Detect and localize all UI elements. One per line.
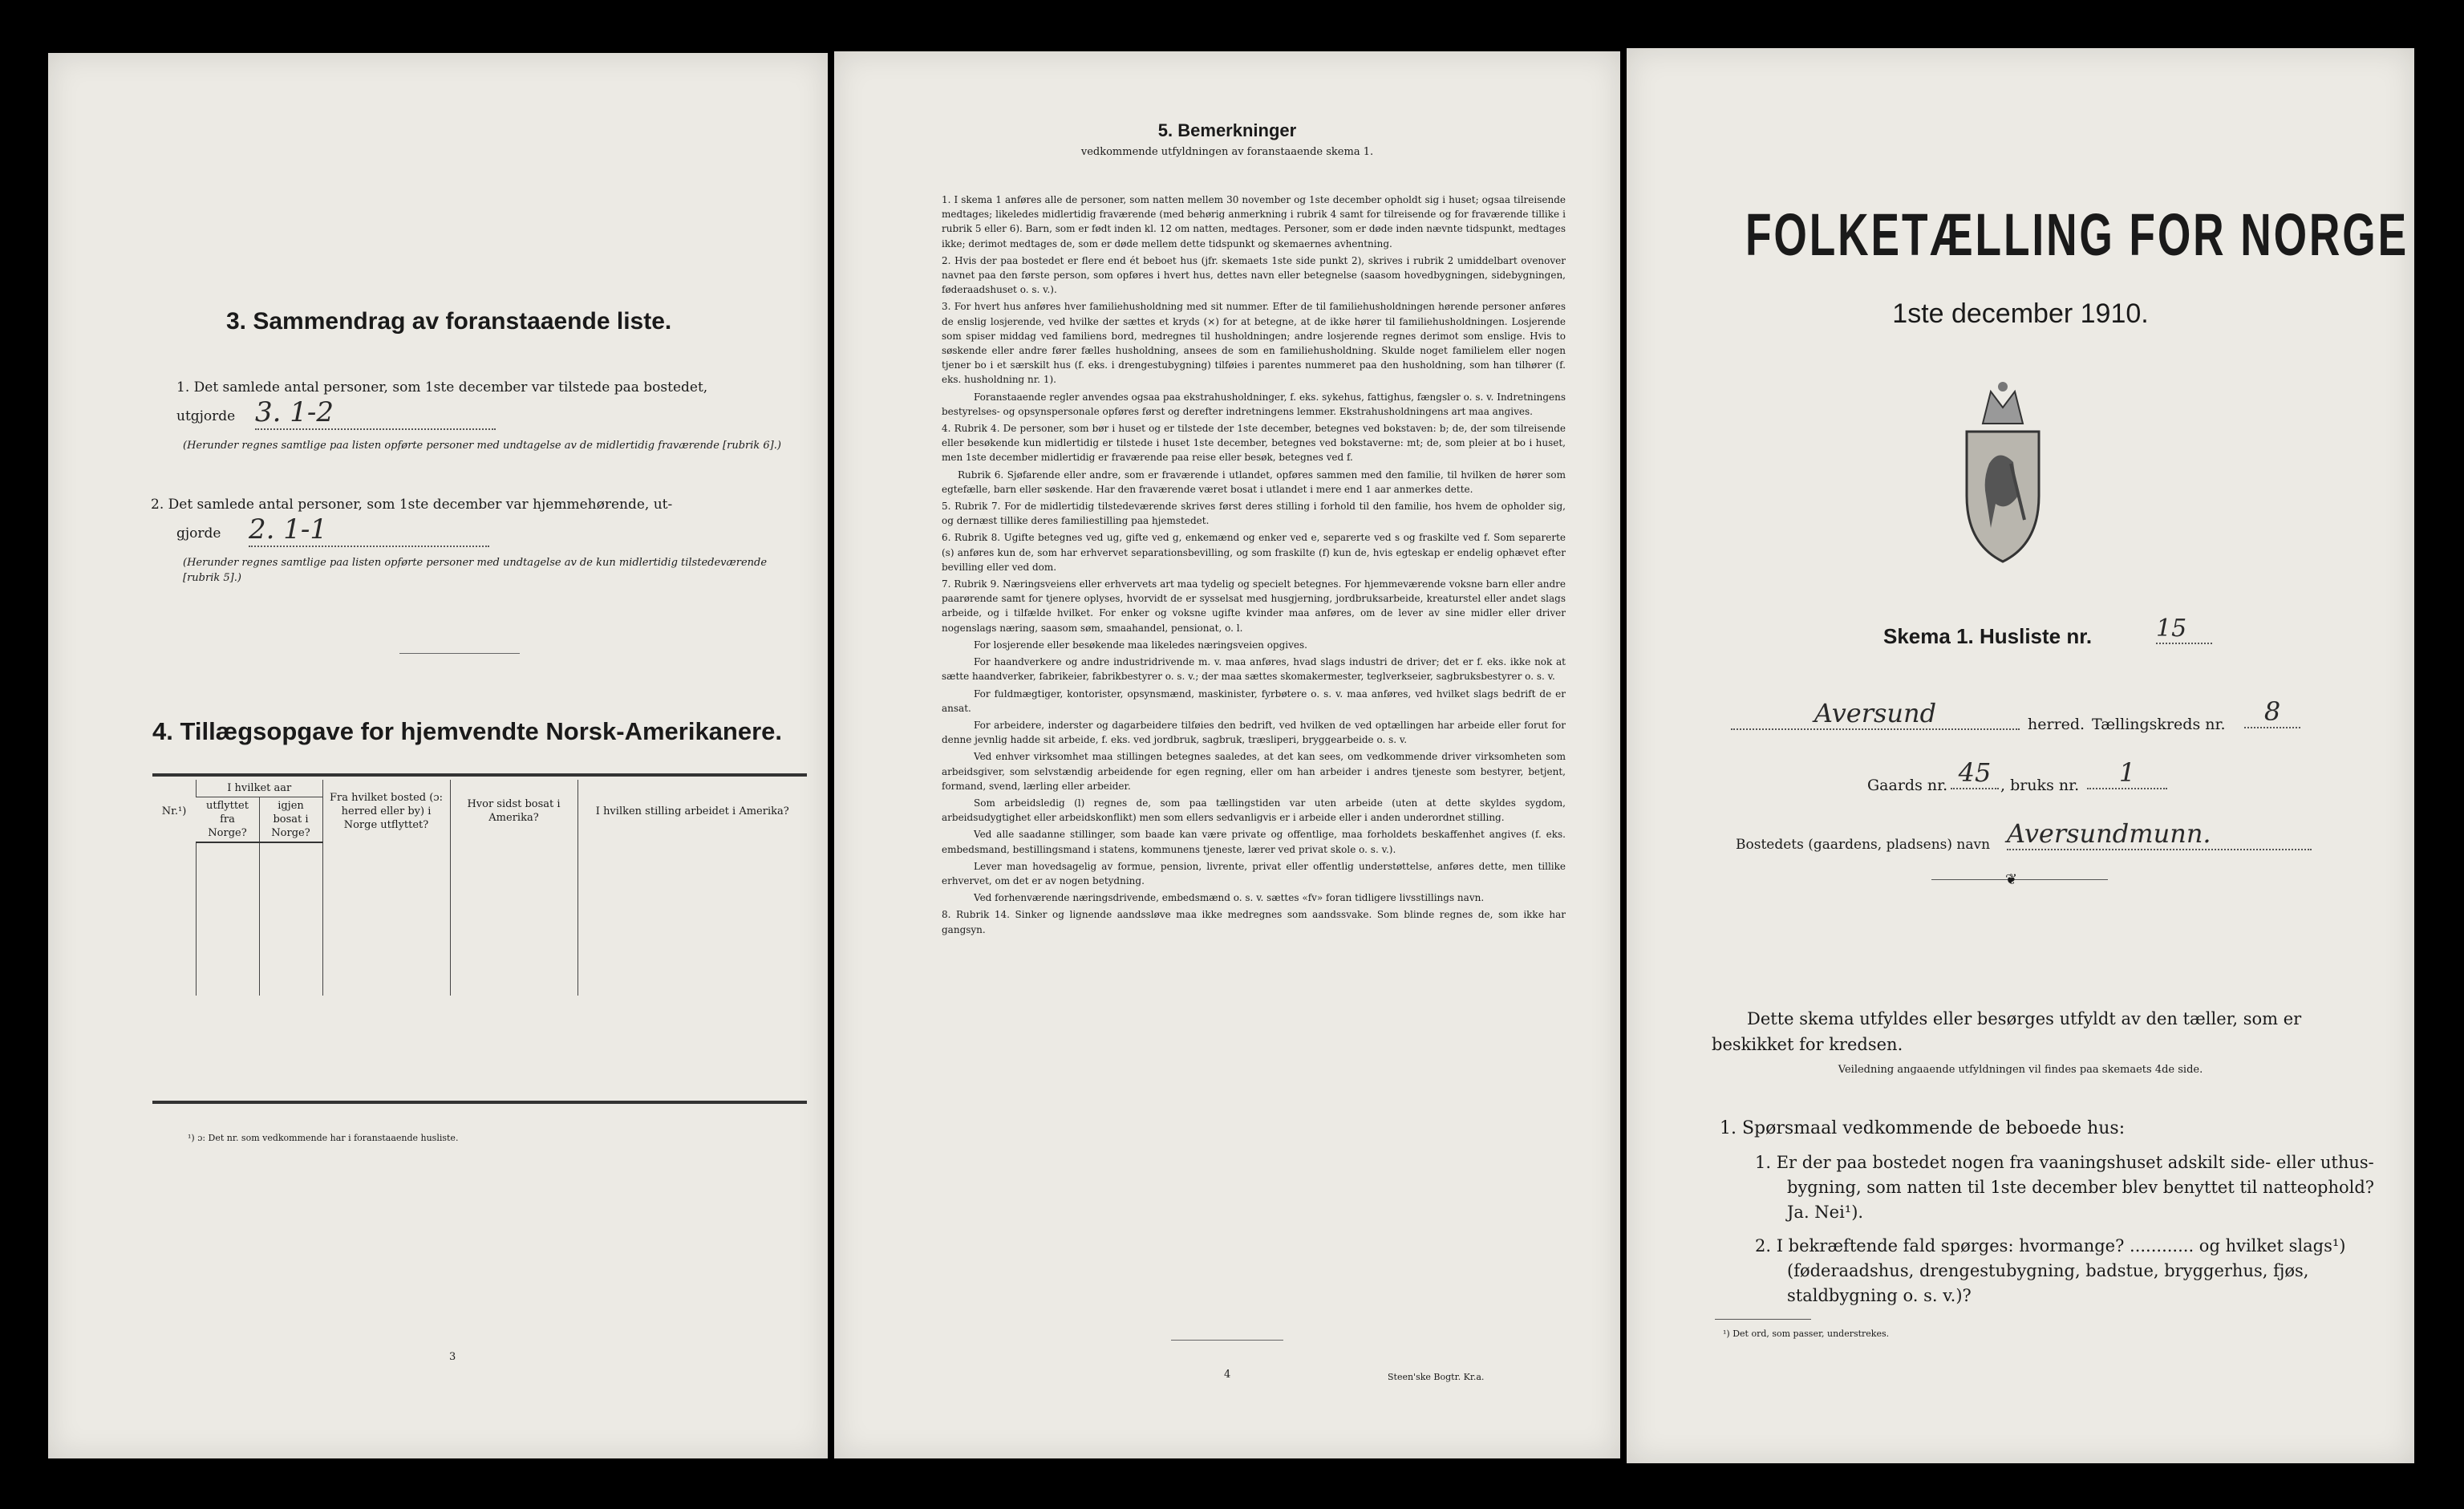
remarks-body <box>942 193 1566 939</box>
footnote: ¹) ɔ: Det nr. som vedkommende har i foranstaaende husliste. <box>188 1133 459 1143</box>
remark-paragraph: Som arbeidsledig (l) regnes de, som paa tællingstiden var uten arbeide (uten at dette skyldes sygdom, arbeidsudygtighet eller arbeidskonflikt) men som ellers sedvanligvis er i arbeide eller i anden underordnet stilling. <box>942 797 1566 824</box>
census-date: 1ste december 1910. <box>1892 298 2149 329</box>
husliste-number: 15 <box>2156 615 2212 644</box>
remark-paragraph: 2. Hvis der paa bostedet er flere end ét beboet hus (jfr. skemaets 1ste side punkt 2), skrives i rubrik 2 umiddelbart ovenover navnet paa den første person, som opføres i hvert hus, dettes navn eller betegnelse (saasom hovedbygningen, sidebygningen, føderaadshuset o. s. v.). <box>942 254 1566 296</box>
table-top-rule <box>152 773 807 777</box>
bruks-label: , bruks nr. <box>2000 777 2080 794</box>
item-1-text: 1. Det samlede antal personer, som 1ste december var tilstede paa bostedet, <box>176 379 708 396</box>
skema-label: Skema 1. Husliste nr. <box>1883 624 2093 648</box>
divider <box>1171 1340 1283 1341</box>
section-3-title: 3. Sammendrag av foranstaaende liste. <box>226 308 672 335</box>
remark-paragraph: Rubrik 6. Sjøfarende eller andre, som er fraværende i utlandet, opføres sammen med den familie, til hvilken de hører som egtefælle, barn eller søskende. Har den fraværende været bosat i utlandet i mere end 1 aar anmerkes dette. <box>942 469 1566 495</box>
col-sidst-bosat: Hvor sidst bosat i Amerika? <box>450 780 578 842</box>
question-2: 2. I bekræftende fald spørges: hvormange? ............ og hvilket slags¹) (føderaadshus, drengestubygning, badstue, bryggerhus, fjøs, staldbygning o. s. v.)? <box>1755 1236 2346 1305</box>
item-2-handwritten: 2. 1-1 <box>249 513 489 547</box>
gaards-label: Gaards nr. <box>1867 777 1948 794</box>
item-2-note: (Herunder regnes samtlige paa listen opførte personer med undtagelse av de kun midlertidig tilstedeværende [rubrik 5].) <box>183 557 768 584</box>
col-nr: Nr.¹) <box>161 805 187 817</box>
cover-title: FOLKETÆLLING FOR NORGE <box>1745 201 2409 268</box>
herred-handwritten: Aversund <box>1731 698 2020 730</box>
remark-paragraph: 3. For hvert hus anføres hver familiehusholdning med sit nummer. Efter de til familiehusholdningen hørende personer anføres de enslig losjerende, ved hvilke der sættes et kryds (×) for at betegne, at de ikke hører til familiehusholdningen. Losjerende som spiser middag ved familiens bord, medregnes til husholdningen; andre losjerende regnes derimot som enslige. Hvis to søskende eller andre fører fælles husholdning, ansees de som en familiehusholdning. Skulde noget familielem eller nogen tjener bo i et særskilt hus (f. eks. i drengestubygning) tilføies i parentes nummeret paa den husholdning, som han tilhører (f. eks. husholdning nr. 1). <box>942 301 1566 386</box>
page-number: 4 <box>1224 1369 1231 1381</box>
col-utflyttet: utflyttet fra Norge? <box>197 797 260 843</box>
herred-label: herred. <box>2028 716 2085 733</box>
kreds-number: 8 <box>2244 696 2300 728</box>
item-2-text: 2. Det samlede antal personer, som 1ste december var hjemmehørende, ut- <box>151 497 673 513</box>
bosted-label: Bostedets (gaardens, pladsens) navn <box>1736 837 1991 853</box>
ornament-icon: ❦ <box>2005 871 2018 888</box>
bosted-handwritten: Aversundmunn. <box>2007 818 2312 850</box>
remark-paragraph: Ved forhenværende næringsdrivende, embedsmænd o. s. v. sættes «fv» foran tidligere livsstillings navn. <box>974 892 1485 904</box>
remark-paragraph: Ved enhver virksomhet maa stillingen betegnes saaledes, at det kan sees, om vedkommende driver virksomheten som arbeidsgiver, som selvstændig arbeidende for egen regning, eller om han arbeider i andres tjeneste som bestyrer, betjent, formand, svend, lærling eller arbeider. <box>942 751 1566 792</box>
questions-heading: 1. Spørsmaal vedkommende de beboede hus: <box>1720 1118 2126 1138</box>
remarks-subtitle: vedkommende utfyldningen av foranstaaende skema 1. <box>1080 146 1374 158</box>
remark-paragraph: Lever man hovedsagelig av formue, pension, livrente, privat eller offentlig understøttelse, anføres dette, men tillike erhvervet, om det er av nogen betydning. <box>942 860 1566 886</box>
table-bottom-rule <box>152 1101 807 1104</box>
item-1-note: (Herunder regnes samtlige paa listen opførte personer med undtagelse av de midlertidig fraværende [rubrik 6].) <box>183 440 781 452</box>
remark-paragraph: 1. I skema 1 anføres alle de personer, som natten mellem 30 november og 1ste december opholdt sig i huset; ogsaa tilreisende medtages; likeledes midlertidig fraværende (med behørig anmerkning i rubrik 4 samt for tilreisende og for fraværende tillike i rubrik 5 eller 6). Barn, som er født inden kl. 12 om natten, medtages. Personer, som er døde inden nævnte tidspunkt, medtages ikke; derimot medtages de, som er døde mellem dette tidspunkt og skemaernes avhentning. <box>942 194 1566 249</box>
page-number: 3 <box>449 1351 456 1363</box>
table-row <box>152 904 807 935</box>
gaards-number: 45 <box>1951 757 1999 789</box>
section-4-title: 4. Tillægsopgave for hjemvendte Norsk-Amerikanere. <box>152 717 783 745</box>
col-fra-bosted: Fra hvilket bosted (ɔ: herred eller by) i Norge utflyttet? <box>322 780 450 842</box>
item-2-lead: gjorde <box>176 525 221 542</box>
footnote: ¹) Det ord, som passer, understrekes. <box>1723 1328 1890 1339</box>
col-igjen: igjen bosat i Norge? <box>259 797 322 843</box>
bruks-number: 1 <box>2087 757 2167 789</box>
item-1-handwritten: 3. 1-2 <box>255 396 496 430</box>
table-row <box>152 965 807 996</box>
remark-paragraph: 7. Rubrik 9. Næringsveiens eller erhvervets art maa tydelig og specielt betegnes. For hjemmeværende voksne barn eller andre paarørende samt for tjenere oplyses, hvorvidt de er sysselsat med husgjerning, jordbruksarbeide, kreaturstel eller andet slags arbeide, og i tilfælde hvilket. For enker og voksne ugifte kvinder maa anføres, om de lever av sine midler eller driver nogenslags næring, saasom søm, smaahandel, pensionat, o. l. <box>942 578 1566 634</box>
footnote-rule <box>1715 1319 1811 1320</box>
divider <box>399 653 520 654</box>
remark-paragraph: For losjerende eller besøkende maa likeledes næringsveien opgives. <box>974 639 1307 651</box>
col-stilling: I hvilken stilling arbeidet i Amerika? <box>578 780 807 842</box>
remarks-title: 5. Bemerkninger <box>1157 120 1297 140</box>
coat-of-arms-icon <box>1951 375 2055 568</box>
intro-note: Veiledning angaaende utfyldningen vil findes paa skemaets 4de side. <box>1838 1064 2203 1076</box>
remark-paragraph: 5. Rubrik 7. For de midlertidig tilstedeværende skrives først deres stilling i forhold til den familie, hos hvem de opholder sig, og dernæst tillike deres familiestilling paa hjemstedet. <box>942 501 1566 527</box>
remark-paragraph: Ved alle saadanne stillinger, som baade kan være private og offentlige, maa forholdets beskaffenhet angives (f. eks. embedsmand, bestillingsmand i statens, kommunens tjeneste, lærer ved privat skole o. s. v.). <box>942 829 1566 855</box>
page-3-summary <box>48 53 828 1458</box>
printer-mark: Steen'ske Bogtr. Kr.a. <box>1388 1372 1485 1382</box>
remark-paragraph: Foranstaaende regler anvendes ogsaa paa ekstrahusholdninger, f. eks. sykehus, fattighus, fængsler o. s. v. Indretningens bestyrelses- og opsynspersonale opføres først og derefter indretningens lemmer. Ekstrahusholdningens art maa angives. <box>942 391 1566 417</box>
item-1-lead: utgjorde <box>176 408 236 424</box>
remark-paragraph: 6. Rubrik 8. Ugifte betegnes ved ug, gifte ved g, enkemænd og enker ved e, separerte ved s og fraskilte ved f. Som separerte (s) anføres kun de, som har erhvervet separationsbevilling, og som fraskilte (f) kun de, hvis egteskap er endelig ophævet efter bevilling eller ved dom. <box>942 532 1566 573</box>
remark-paragraph: 4. Rubrik 4. De personer, som bør i huset og er tilstede der 1ste december, betegnes ved bokstaven: b; de, der som tilreisende eller besøkende kun midlertidig er tilstede i huset 1ste december, betegnes ved bokstaverne: mt; de, som pleier at bo i huset, men 1ste december midlertidig er fraværende paa reise eller besøk, betegnes ved f. <box>942 423 1566 464</box>
norsk-amerikanere-table <box>152 780 807 996</box>
remark-paragraph: 8. Rubrik 14. Sinker og lignende aandssløve maa ikke medregnes som aandssvake. Som blinde regnes de, som ikke har gangsyn. <box>942 909 1566 935</box>
divider <box>1931 879 2108 880</box>
remark-paragraph: For haandverkere og andre industridrivende m. v. maa anføres, hvad slags industri de driver; det er f. eks. ikke nok at sætte haandverker, fabrikeier, fabrikbestyrer o. s. v.; der maa sættes skomakermester, teglverkseier, sagbruksbestyrer o. s. v. <box>942 656 1566 683</box>
table-row <box>152 935 807 965</box>
intro-text: Dette skema utfyldes eller besørges utfyldt av den tæller, som er beskikket for kredsen. <box>1712 1009 2302 1054</box>
cover-page <box>1627 48 2414 1463</box>
question-1: 1. Er der paa bostedet nogen fra vaaningshuset adskilt side- eller uthus-bygning, som natten til 1ste december blev benyttet til natteophold? Ja. Nei¹). <box>1755 1153 2375 1222</box>
table-row <box>152 842 807 874</box>
remark-paragraph: For fuldmægtiger, kontorister, opsynsmænd, maskinister, fyrbøtere o. s. v. maa anføres, ved hvilket slags bedrift de er ansat. <box>942 688 1566 714</box>
kreds-label: Tællingskreds nr. <box>2092 716 2226 733</box>
remark-paragraph: For arbeidere, inderster og dagarbeidere tilføies den bedrift, ved hvilken de ved optællingen har arbeide eller forut for denne jevnlig hadde sit arbeide, f. eks. ved jordbruk, sagbruk, træsliperi, bryggearbeide o. s. v. <box>942 719 1566 746</box>
table-row <box>152 874 807 904</box>
page-4-remarks <box>834 51 1620 1458</box>
col-aar-group: I hvilket aar <box>197 780 323 797</box>
